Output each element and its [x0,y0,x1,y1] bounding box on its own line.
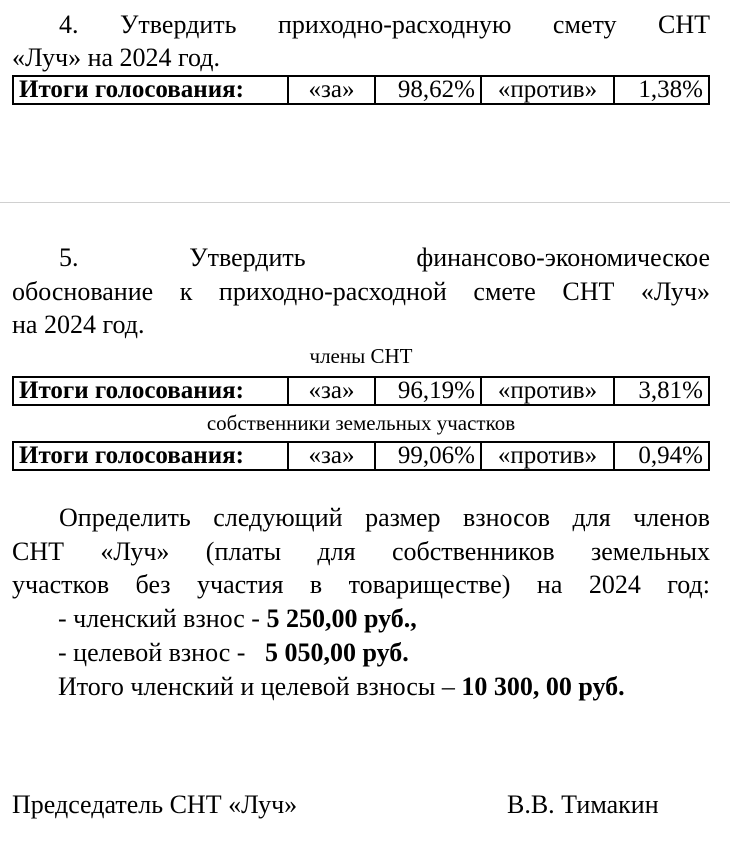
table-row [13,377,709,405]
item5-line1 [12,241,710,275]
against-label: «против» [481,377,614,405]
members-caption: члены СНТ [309,344,413,368]
signature-name: В.В. Тимакин [507,790,659,819]
for-label: «за» [288,76,375,104]
owners-vote-table [12,441,710,471]
total-fee-value: 10 300, 00 руб. [461,672,625,701]
for-label: «за» [288,377,375,405]
vote-label: Итоги голосования: [13,442,288,470]
fees-line1-text: Определить следующий размер взносов для членов [59,503,710,532]
vote-label: Итоги голосования: [13,377,288,405]
against-label: «против» [481,442,614,470]
fees-line2: СНТ «Луч» (платы для собственников земельных [12,536,710,566]
item5-line1-text: 5. Утвердить финансово-экономическое [59,243,710,272]
item4-line1 [12,8,710,42]
item5-line2: обоснование к приходно-расходной смете СНТ «Луч» [12,276,710,306]
table-row [13,76,709,104]
signature-title: Председатель СНТ «Луч» [12,790,298,819]
against-label: «против» [481,76,614,104]
target-fee-value: 5 050,00 руб. [264,638,409,667]
fees-line1 [12,501,710,535]
for-value: 99,06% [375,442,481,470]
against-value: 1,38% [614,76,709,104]
target-fee-label: - целевой взнос - [58,638,265,667]
target-fee [58,636,409,669]
item4-line2: «Луч» на 2024 год. [12,43,221,72]
fees-line3: участков без участия в товариществе) на 2024 год: [12,570,710,599]
for-value: 98,62% [375,76,481,104]
owners-caption: собственники земельных участков [206,411,516,435]
page-divider [0,202,730,203]
membership-fee-label: - членский взнос - [58,604,267,633]
total-fee [58,670,625,703]
for-label: «за» [288,442,375,470]
table-row [13,442,709,470]
for-value: 96,19% [375,377,481,405]
total-fee-label: Итого членский и целевой взносы – [58,672,462,701]
membership-fee [58,602,417,635]
item4-line1-text: 4. Утвердить приходно-расходную смету СНТ [59,10,710,39]
membership-fee-value: 5 250,00 руб., [266,604,417,633]
vote-label: Итоги голосования: [13,76,288,104]
item4-vote-table [12,75,710,105]
against-value: 3,81% [614,377,709,405]
item5-line3: на 2024 год. [12,310,145,339]
against-value: 0,94% [614,442,709,470]
members-vote-table [12,376,710,406]
